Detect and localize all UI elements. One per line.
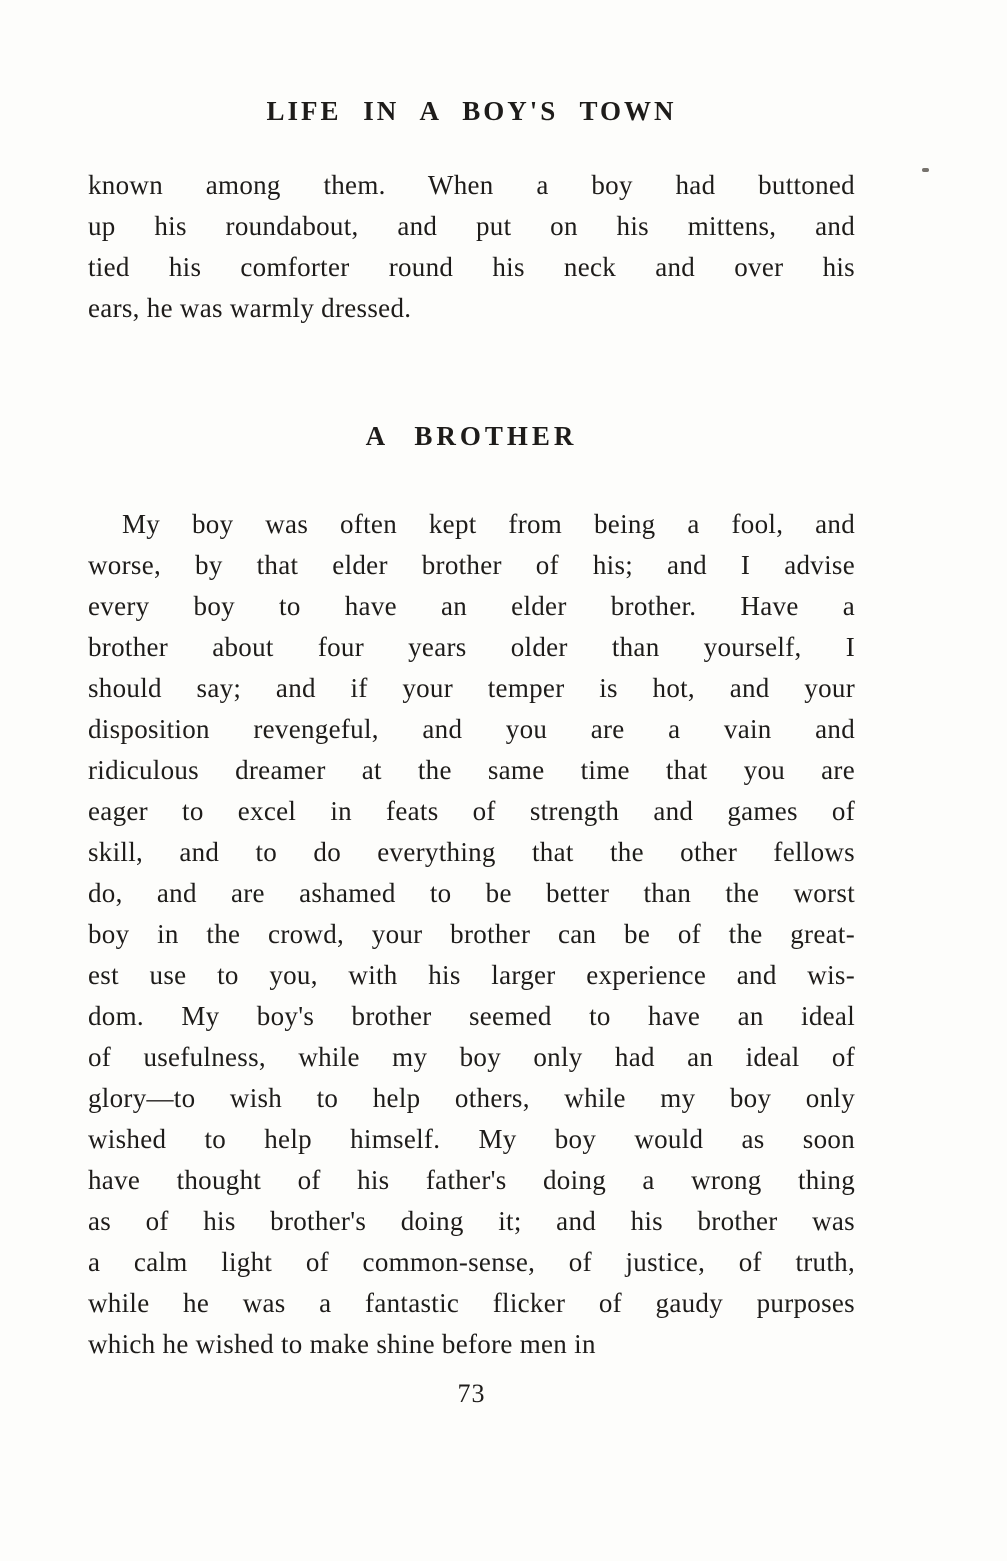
text-line: My boy was often kept from being a fool, and — [122, 509, 855, 539]
section-heading: A BROTHER — [365, 421, 578, 451]
page-number: 73 — [457, 1379, 486, 1408]
text-line: brother about four years older than yourself, I — [88, 632, 855, 662]
text-line: which he wished to make shine before men in — [88, 1329, 596, 1359]
text-line: up his roundabout, and put on his mittens, and — [88, 211, 855, 241]
text-line: disposition revengeful, and you are a vain and — [88, 714, 855, 744]
text-line: wished to help himself. My boy would as soon — [88, 1124, 855, 1154]
running-header: LIFE IN A BOY'S TOWN — [266, 96, 677, 126]
scan-speck — [922, 168, 929, 172]
text-line: have thought of his father's doing a wrong thing — [88, 1165, 855, 1195]
text-line: ears, he was warmly dressed. — [88, 293, 412, 323]
text-line: a calm light of common-sense, of justice, of truth, — [88, 1247, 855, 1277]
text-line: should say; and if your temper is hot, and your — [88, 673, 855, 703]
text-line: worse, by that elder brother of his; and I advise — [88, 550, 855, 580]
text-line: every boy to have an elder brother. Have a — [88, 591, 855, 621]
text-line: known among them. When a boy had buttoned — [88, 170, 855, 200]
text-line: eager to excel in feats of strength and games of — [88, 796, 855, 826]
text-line: do, and are ashamed to be better than the worst — [88, 878, 855, 908]
text-line: skill, and to do everything that the other fellows — [88, 837, 855, 867]
text-line: of usefulness, while my boy only had an ideal of — [88, 1042, 855, 1072]
text-line: dom. My boy's brother seemed to have an ideal — [88, 1001, 855, 1031]
paragraph-body — [88, 504, 855, 1365]
text-line: tied his comforter round his neck and over his — [88, 252, 855, 282]
paragraph-continuation — [88, 165, 855, 329]
text-line: while he was a fantastic flicker of gaudy purposes — [88, 1288, 855, 1318]
text-line: as of his brother's doing it; and his brother was — [88, 1206, 855, 1236]
text-line: glory—to wish to help others, while my boy only — [88, 1083, 855, 1113]
text-line: est use to you, with his larger experience and wis- — [88, 960, 855, 990]
text-line: boy in the crowd, your brother can be of the great- — [88, 919, 855, 949]
text-line: ridiculous dreamer at the same time that you are — [88, 755, 855, 785]
